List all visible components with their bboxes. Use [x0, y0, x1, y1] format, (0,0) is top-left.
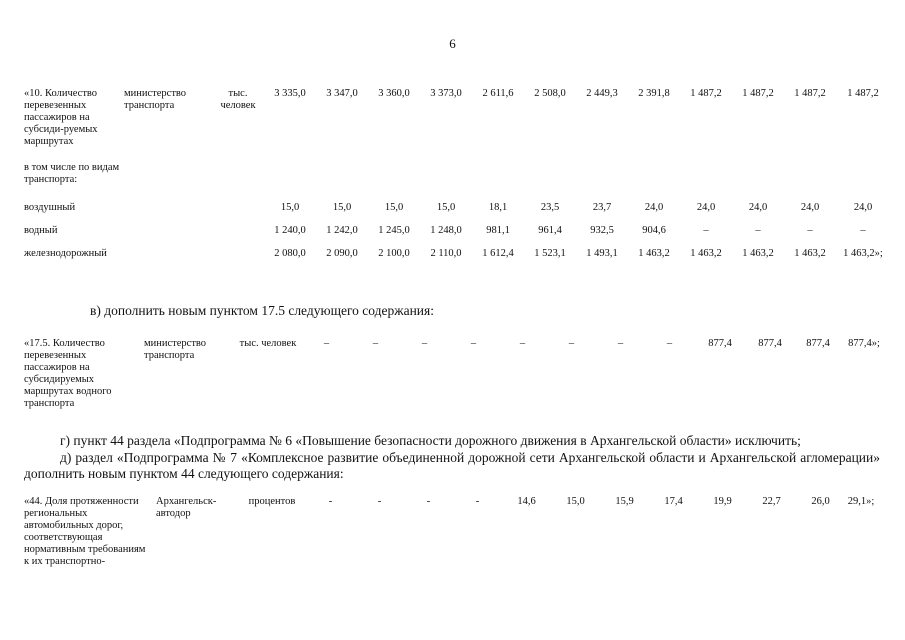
value-cell: 24,0: [644, 202, 664, 213]
value-cell: 1 242,0: [326, 225, 358, 236]
indicator-table-44: [24, 496, 877, 568]
table-row: [24, 202, 890, 214]
value-cell: 2 611,6: [482, 88, 514, 99]
value-cell: 24,0: [800, 202, 820, 213]
unit: тыс. человек: [220, 88, 256, 111]
indicator-name: «17.5. Количество перевезенных пассажиров на субсидируемых маршрутах водного транспорта: [24, 338, 112, 409]
value-cell: 15,9: [615, 496, 634, 507]
value-cell: 15,0: [384, 202, 404, 213]
value-cell: 1 612,4: [482, 248, 514, 259]
value-cell: –: [421, 338, 428, 349]
value-cell: 1 248,0: [430, 225, 462, 236]
page-number: 6: [449, 36, 456, 51]
value-cell: –: [617, 338, 624, 349]
value-cell: 1 463,2: [690, 248, 722, 259]
value-cell: 24,0: [748, 202, 768, 213]
value-cell: 1 245,0: [378, 225, 410, 236]
responsible-org: министерство транспорта: [124, 88, 187, 111]
indicator-name: «10. Количество перевезенных пассажиров на субсиди-руемых маршрутах: [24, 88, 98, 147]
value-cell: 29,1»;: [847, 496, 875, 507]
value-cell: –: [807, 225, 813, 236]
value-cell: 26,0: [811, 496, 830, 507]
value-cell: 1 493,1: [586, 248, 618, 259]
table-row: [24, 248, 890, 260]
value-cell: 3 360,0: [378, 88, 410, 99]
value-cell: 3 335,0: [274, 88, 306, 99]
value-cell: 14,6: [517, 496, 536, 507]
value-cell: 2 110,0: [430, 248, 462, 259]
value-cell: 22,7: [762, 496, 781, 507]
value-cell: 1 463,2: [638, 248, 670, 259]
value-cell: 1 240,0: [274, 225, 306, 236]
value-cell: 877,4: [758, 338, 782, 349]
indicator-name: «44. Доля протяженности региональных автомобильных дорог, соответствующая нормативным требованиям к их транспортно-: [24, 496, 146, 567]
transport-type: железнодорожный: [24, 248, 107, 259]
value-cell: –: [323, 338, 330, 349]
indicator-table-10: [24, 88, 890, 260]
value-cell: 3 373,0: [430, 88, 462, 99]
value-cell: 1 487,2: [690, 88, 722, 99]
table-row: [24, 496, 877, 568]
value-cell: 23,7: [592, 202, 612, 213]
value-cell: 1 487,2: [847, 88, 879, 99]
value-cell: 1 487,2: [742, 88, 774, 99]
value-cell: 2 391,8: [638, 88, 670, 99]
value-cell: 15,0: [280, 202, 300, 213]
table-row: [24, 88, 890, 148]
value-cell: 15,0: [332, 202, 352, 213]
responsible-org: Архангельск-автодор: [156, 496, 217, 519]
value-cell: 1 523,1: [534, 248, 566, 259]
value-cell: 932,5: [590, 225, 614, 236]
value-cell: 2 080,0: [274, 248, 306, 259]
value-cell: 3 347,0: [326, 88, 358, 99]
value-cell: 2 090,0: [326, 248, 358, 259]
unit: тыс. человек: [239, 338, 297, 349]
paragraph-v: в) дополнить новым пунктом 17.5 следующего содержания:: [90, 303, 434, 318]
value-cell: 24,0: [853, 202, 873, 213]
responsible-org: министерство транспорта: [144, 338, 207, 361]
value-cell: -: [426, 496, 431, 507]
value-cell: 15,0: [436, 202, 456, 213]
value-cell: 877,4»;: [848, 338, 880, 349]
value-cell: 24,0: [696, 202, 716, 213]
paragraph-d: д) раздел «Подпрограмма № 7 «Комплексное развитие объединенной дорожной сети Архангельской области и Архангельской агломерации» дополнить новым пунктом 44 следующего содержания:: [24, 450, 880, 481]
value-cell: –: [703, 225, 709, 236]
transport-type: водный: [24, 225, 58, 236]
value-cell: –: [519, 338, 526, 349]
indicator-table-17-5: [24, 338, 886, 410]
subheader: в том числе по видам транспорта:: [24, 162, 120, 185]
value-cell: 18,1: [488, 202, 508, 213]
value-cell: –: [372, 338, 379, 349]
value-cell: 904,6: [642, 225, 666, 236]
value-cell: 877,4: [806, 338, 830, 349]
transport-type: воздушный: [24, 202, 76, 213]
value-cell: 877,4: [708, 338, 732, 349]
table-row: [24, 225, 890, 237]
value-cell: 17,4: [664, 496, 683, 507]
value-cell: 23,5: [540, 202, 560, 213]
value-cell: –: [666, 338, 673, 349]
value-cell: -: [377, 496, 382, 507]
value-cell: 981,1: [486, 225, 510, 236]
paragraph-g: г) пункт 44 раздела «Подпрограмма № 6 «Повышение безопасности дорожного движения в Архангельской области» исключить;: [60, 433, 801, 448]
value-cell: 15,0: [566, 496, 585, 507]
value-cell: –: [755, 225, 761, 236]
value-cell: 2 449,3: [586, 88, 618, 99]
value-cell: 19,9: [713, 496, 732, 507]
value-cell: 1 463,2: [794, 248, 826, 259]
value-cell: 2 100,0: [378, 248, 410, 259]
value-cell: 2 508,0: [534, 88, 566, 99]
value-cell: -: [475, 496, 480, 507]
table-row: [24, 338, 886, 410]
value-cell: -: [328, 496, 333, 507]
value-cell: –: [470, 338, 477, 349]
value-cell: –: [568, 338, 575, 349]
value-cell: 1 463,2»;: [843, 248, 883, 259]
value-cell: 1 487,2: [794, 88, 826, 99]
unit: процентов: [248, 496, 296, 507]
value-cell: 961,4: [538, 225, 562, 236]
table-row: [24, 162, 890, 186]
value-cell: –: [860, 225, 866, 236]
value-cell: 1 463,2: [742, 248, 774, 259]
